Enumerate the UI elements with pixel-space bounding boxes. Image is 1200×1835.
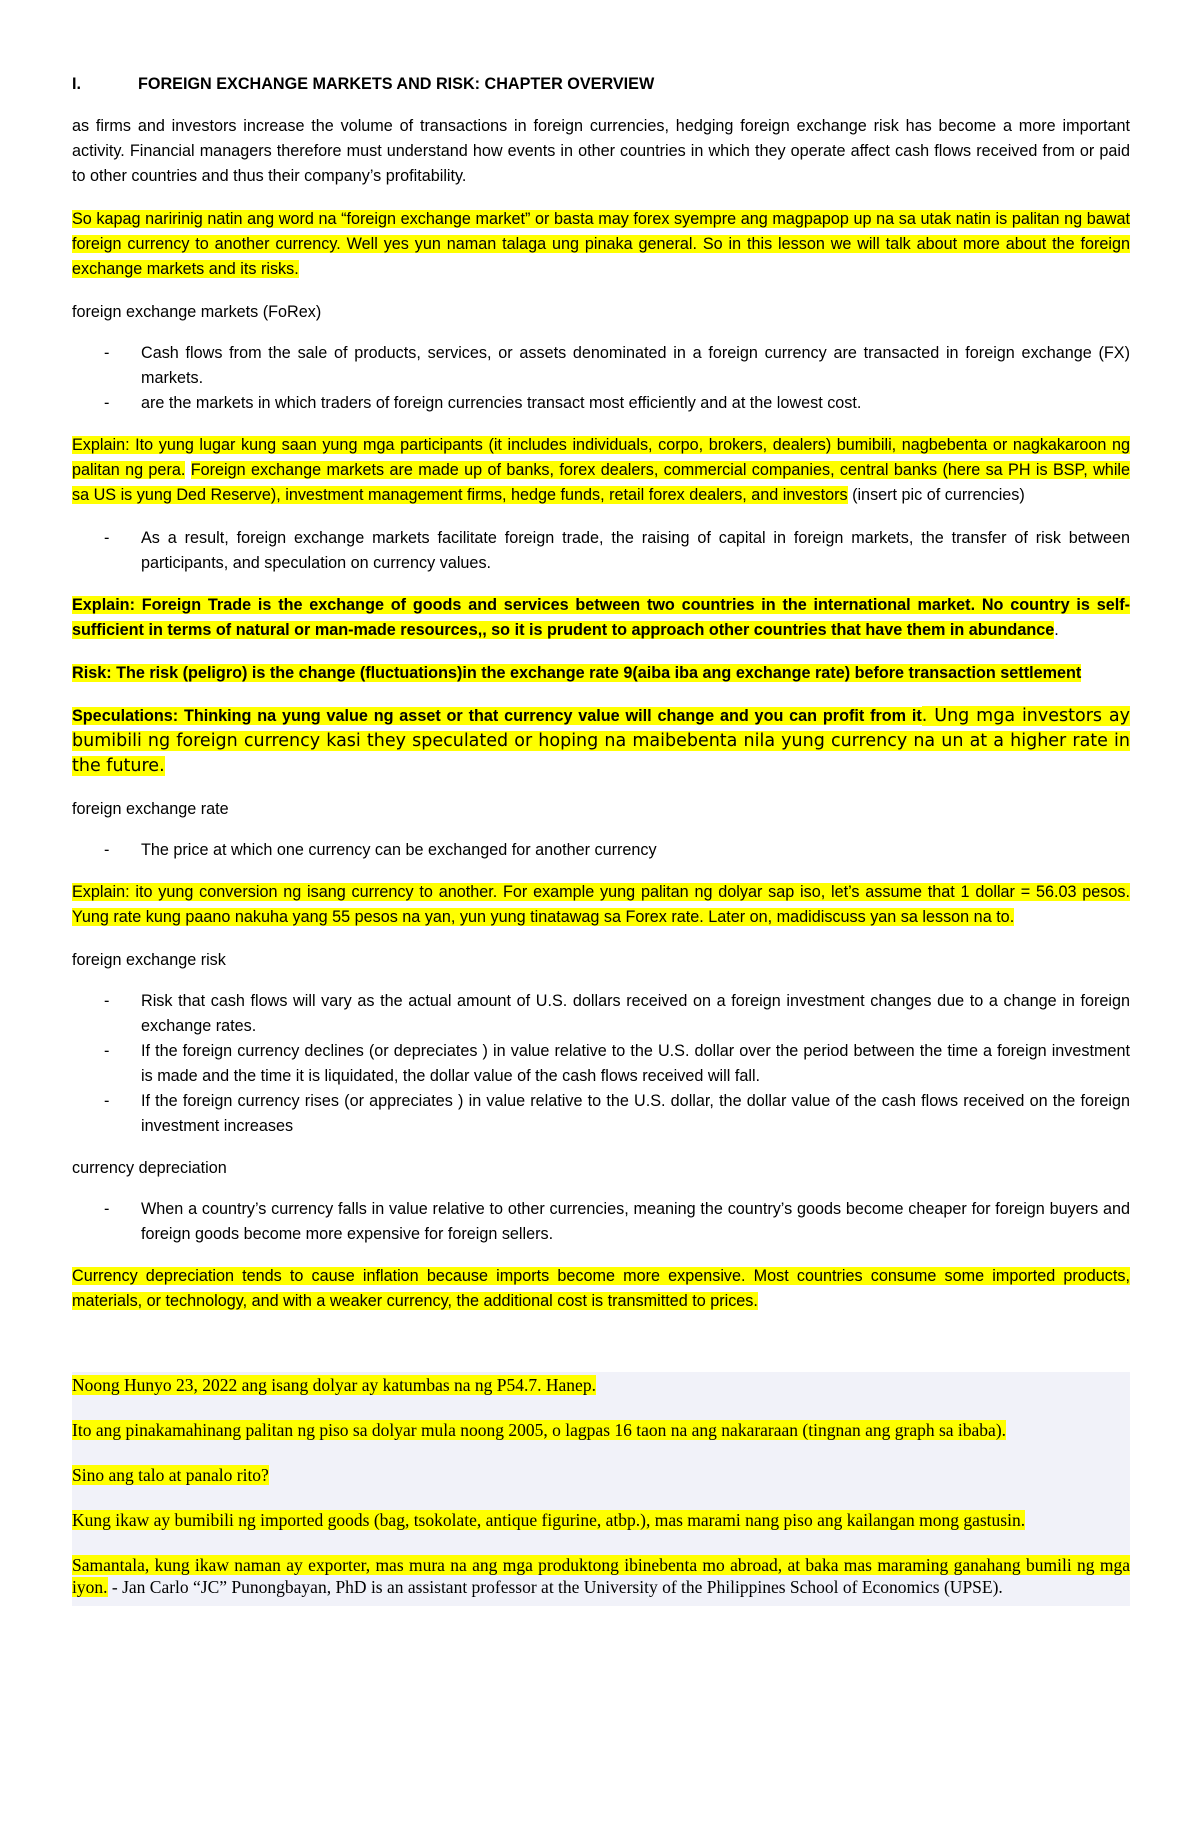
highlighted-text: Samantala, kung ikaw naman ay exporter, mas mura na ang mga produktong ibinebenta mo abroad, at baka mas maraming ganahang bumili ng mga iyon. <box>72 1555 1130 1597</box>
list-item: - If the foreign currency rises (or appreciates ) in value relative to the U.S. dollar, the dollar value of the cash flows received on the foreign investment increases <box>72 1089 1130 1139</box>
speculation-paragraph <box>72 704 1130 779</box>
highlighted-text: Explain: Foreign Trade is the exchange of goods and services between two countries in the international market. No country is self-sufficient in terms of natural or man-made resources,, so it is prudent to approach other countries that have them in abundance <box>72 596 1130 639</box>
highlighted-text: Speculations: Thinking na yung value ng asset or that currency value will change and you can profit from it <box>72 707 922 725</box>
rate-label: foreign exchange rate <box>72 800 229 818</box>
highlighted-text: Foreign exchange markets are made up of banks, forex dealers, commercial companies, central banks (here sa PH is BSP, while sa US is yung Ded Reserve), investment management firms, hedge funds, retail forex dealers, and investors <box>72 461 1131 504</box>
rate-bullet-list <box>72 838 1130 863</box>
intro-explain-paragraph <box>72 207 1130 282</box>
list-item: - As a result, foreign exchange markets facilitate foreign trade, the raising of capital in foreign markets, the transfer of risk between participants, and speculation on currency values. <box>72 526 1130 576</box>
depreciation-label: currency depreciation <box>72 1159 227 1177</box>
list-item: - Risk that cash flows will vary as the actual amount of U.S. dollars received on a foreign investment changes due to a change in foreign exchange rates. <box>72 989 1130 1039</box>
heading-title: FOREIGN EXCHANGE MARKETS AND RISK: CHAPTER OVERVIEW <box>138 75 655 93</box>
trade-explain-paragraph: Explain: Foreign Trade is the exchange of goods and services between two countries in the international market. No country is self-sufficient in terms of natural or man-made resources,, so it is prudent to approach other countries that have them in abundance. <box>72 596 1130 639</box>
rate-explain-paragraph <box>72 880 1130 930</box>
highlighted-text: Noong Hunyo 23, 2022 ang isang dolyar ay katumbas na ng P54.7. Hanep. <box>72 1375 596 1395</box>
quote-paragraph <box>72 1509 1130 1531</box>
list-item: - If the foreign currency declines (or depreciates ) in value relative to the U.S. dollar over the period between the time a foreign investment is made and the time it is liquidated, the dollar value of the cash flows received will fall. <box>72 1039 1130 1089</box>
quote-paragraph <box>72 1554 1130 1598</box>
highlighted-text: Ito ang pinakamahinang palitan ng piso sa dolyar mula noong 2005, o lagpas 16 taon na ang nakararaan (tingnan ang graph sa ibaba). <box>72 1420 1007 1440</box>
document-body <box>72 72 1130 1606</box>
highlighted-text: Explain: ito yung conversion ng isang currency to another. For example yung palitan ng dolyar sap iso, let’s assume that 1 dollar = 56.03 pesos. Yung rate kung paano nakuha yang 55 pesos na yan, yun yung tinatawag sa Forex rate. Later on, madidiscuss yan sa lesson na to. <box>72 883 1130 926</box>
highlighted-text: Explain: Ito yung lugar kung saan yung mga participants (it includes individuals, corpo, brokers, dealers) bumibili, nagbebenta or nagkakaroon ng palitan ng pera. <box>72 436 1130 479</box>
highlighted-text: Risk: The risk (peligro) is the change (fluctuations)in the exchange rate 9(aiba iba ang exchange rate) before transaction settlement <box>72 664 1082 682</box>
quote-paragraph <box>72 1419 1130 1441</box>
list-item: - are the markets in which traders of foreign currencies transact most efficiently and at the lowest cost. <box>72 391 1130 416</box>
risk-bullet-list <box>72 989 1130 1139</box>
list-item: - Cash flows from the sale of products, services, or assets denominated in a foreign currency are transacted in foreign exchange (FX) markets. <box>72 341 1130 391</box>
highlighted-text: So kapag naririnig natin ang word na “foreign exchange market” or basta may forex syempre ang magpapop up na sa utak natin is palitan ng bawat foreign currency to another currency. Well yes yun naman talaga ung pinaka general. So in this lesson we will talk about more about the foreign exchange markets and its risks. <box>72 210 1130 278</box>
highlighted-text: Currency depreciation tends to cause inflation because imports become more expensive. Most countries consume some imported products, materials, or technology, and with a weaker currency, the additional cost is transmitted to prices. <box>72 1267 1130 1310</box>
quoted-article <box>72 1372 1130 1606</box>
heading-number: I. <box>72 75 81 93</box>
risk-section-label: foreign exchange risk <box>72 951 226 969</box>
list-item: - When a country’s currency falls in value relative to other currencies, meaning the country’s goods become cheaper for foreign buyers and foreign goods become more expensive for foreign sellers. <box>72 1197 1130 1247</box>
forex-bullet-list <box>72 341 1130 416</box>
forex-explain-paragraph <box>72 433 1130 508</box>
highlighted-text: Sino ang talo at panalo rito? <box>72 1465 269 1485</box>
depreciation-bullet-list <box>72 1197 1130 1247</box>
highlighted-text: Kung ikaw ay bumibili ng imported goods (bag, tsokolate, antique figurine, atbp.), mas marami nang piso ang kailangan mong gastusin. <box>72 1510 1026 1530</box>
attribution-text: - Jan Carlo “JC” Punongbayan, PhD is an assistant professor at the University of the Philippines School of Economics (UPSE). <box>107 1577 1003 1597</box>
chapter-heading <box>72 72 1130 97</box>
forex-label: foreign exchange markets (FoRex) <box>72 303 322 321</box>
note-text: (insert pic of currencies) <box>847 486 1025 504</box>
highlighted-text: . Ung mga investors ay bumibili ng foreign currency kasi they speculated or hoping na maibebenta nila yung currency na un at a higher rate in the future. <box>72 706 1131 776</box>
list-item: - The price at which one currency can be exchanged for another currency <box>72 838 1130 863</box>
intro-paragraph: as firms and investors increase the volume of transactions in foreign currencies, hedging foreign exchange risk has become a more important activity. Financial managers therefore must understand how events in other countries in which they operate affect cash flows received from or paid to other countries and thus their company’s profitability. <box>72 117 1130 185</box>
forex-bullet-list-2 <box>72 526 1130 576</box>
risk-paragraph <box>72 661 1130 686</box>
quote-paragraph <box>72 1464 1130 1486</box>
depreciation-explain-paragraph <box>72 1264 1130 1314</box>
quote-paragraph <box>72 1374 1130 1396</box>
